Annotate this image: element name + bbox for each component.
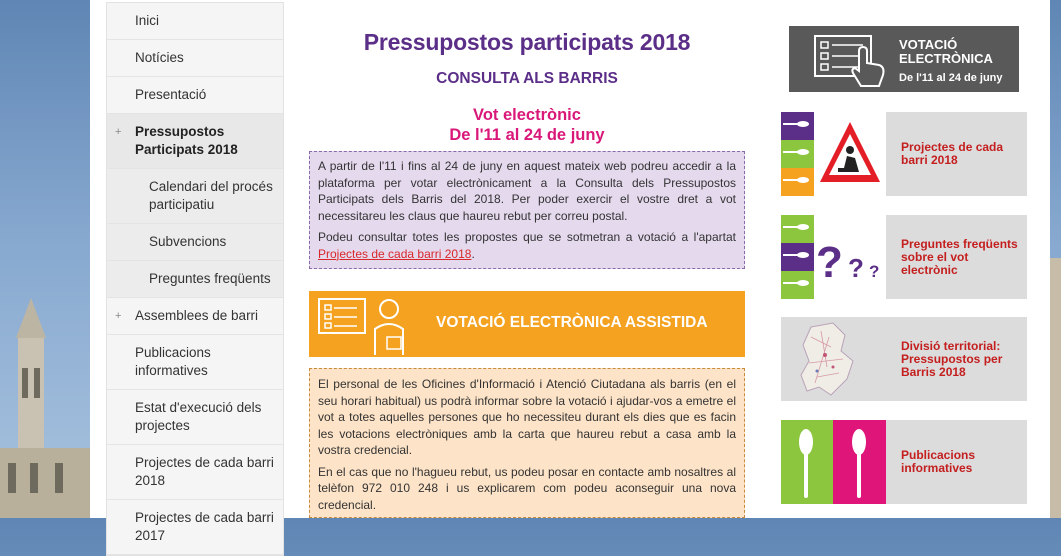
card-projectes-barri[interactable] [781,112,1027,196]
vote-dates-heading: De l'11 al 24 de juny [449,126,605,144]
page-title: Pressupostos participats 2018 [363,29,691,55]
question-mark-small: ? [869,262,880,281]
assisted-voting-box [309,368,745,518]
intro-text: Podeu consultar totes les propostes que se sotmetran a votació a l'apartat [318,230,736,244]
intro-paragraph-2 [318,229,736,262]
sidebar-item-preguntes[interactable]: Preguntes freqüents [107,261,283,298]
spoons-icon [781,420,886,504]
intro-box [309,151,745,269]
roadworks-icon [781,112,886,196]
question-marks-icon [781,215,886,299]
electronic-voting-banner[interactable] [789,26,1019,92]
sidebar-item-label: Pressupostos Participats 2018 [135,124,238,157]
sidebar-item-subvencions[interactable]: Subvencions [107,224,283,261]
sidebar-item-assemblees[interactable] [107,298,283,335]
question-mark-large: ? [816,238,843,287]
card-label: Publicacions informatives [901,448,976,475]
intro-paragraph: A partir de l'11 i fins al 24 de juny en aquest mateix web podreu accedir a la plataforma per votar electrònicament a la Consulta dels Pressupostos Participats dels Barris del 2018. Per poder exercir el vostre dret a vot necessitareu les claus que haureu rebut per correu postal. [318,159,736,223]
card-label: Projectes de cada barri 2018 [901,140,1004,167]
card-preguntes-vot[interactable] [781,215,1027,299]
vote-banner-dates: De l'11 al 24 de juny [899,72,1003,84]
main-content [309,0,745,518]
assist-paragraph: El personal de les Oficines d'Informació i Atenció Ciutadana als barris (en el seu horari habitual) us podrà informar sobre la votació i ajudar-vos a emetre el vot a totes aquelles persones que ho necessiteu durant els dies que es facin les votacions electròniques amb la carta que haureu rebut a casa amb la vostra credencial. [318,377,736,457]
vote-banner-title [899,38,993,66]
sidebar-item-pressupostos[interactable] [107,114,283,169]
vote-banner-line1: VOTACIÓ [899,37,958,52]
sidebar-item-projectes-2018[interactable]: Projectes de cada barri 2018 [107,445,283,500]
card-publicacions[interactable] [781,420,1027,504]
assisted-voting-label: VOTACIÓ ELECTRÒNICA ASSISTIDA [436,314,708,331]
sidebar-nav [106,2,284,556]
sidebar-item-noticies[interactable]: Notícies [107,40,283,77]
expand-icon[interactable]: + [115,126,122,138]
sidebar-item-label: Assemblees de barri [135,308,259,323]
expand-icon[interactable]: + [115,310,122,322]
sidebar-item-estat-execucio[interactable]: Estat d'execució dels projectes [107,390,283,445]
sidebar-item-projectes-2017[interactable]: Projectes de cada barri 2017 [107,500,283,555]
card-label: Divisió territorial: Pressupostos per Barris 2018 [901,338,1003,379]
card-divisio-territorial[interactable] [781,317,1027,401]
projectes-link[interactable]: Projectes de cada barri 2018 [318,246,472,261]
sidebar-item-presentacio[interactable]: Presentació [107,77,283,114]
intro-text-end: . [471,246,475,261]
vote-heading: Vot electrònic [473,106,581,124]
sidebar-item-publicacions[interactable]: Publicacions informatives [107,335,283,390]
assisted-voting-icon [317,295,417,355]
assisted-voting-banner[interactable] [309,291,745,357]
sidebar-item-calendari[interactable]: Calendari del procés participatiu [107,169,283,224]
territory-map-icon [781,317,886,401]
vote-banner-line2: ELECTRÒNICA [899,51,993,66]
sidebar-item-inici[interactable]: Inici [107,3,283,40]
page-content [90,0,1050,543]
question-mark-medium: ? [848,253,864,283]
card-label: Preguntes freqüents sobre el vot electrònic [901,236,1018,277]
cathedral-tower-illustration [0,298,90,518]
assist-paragraph-2: En el cas que no l'hagueu rebut, us podeu posar en contacte amb nosaltres al telèfon 972 010 248 i us explicarem com podeu aconseguir una nova credencial. [318,464,736,512]
ballot-hand-icon [813,33,888,87]
page-subtitle: CONSULTA ALS BARRIS [436,70,618,87]
